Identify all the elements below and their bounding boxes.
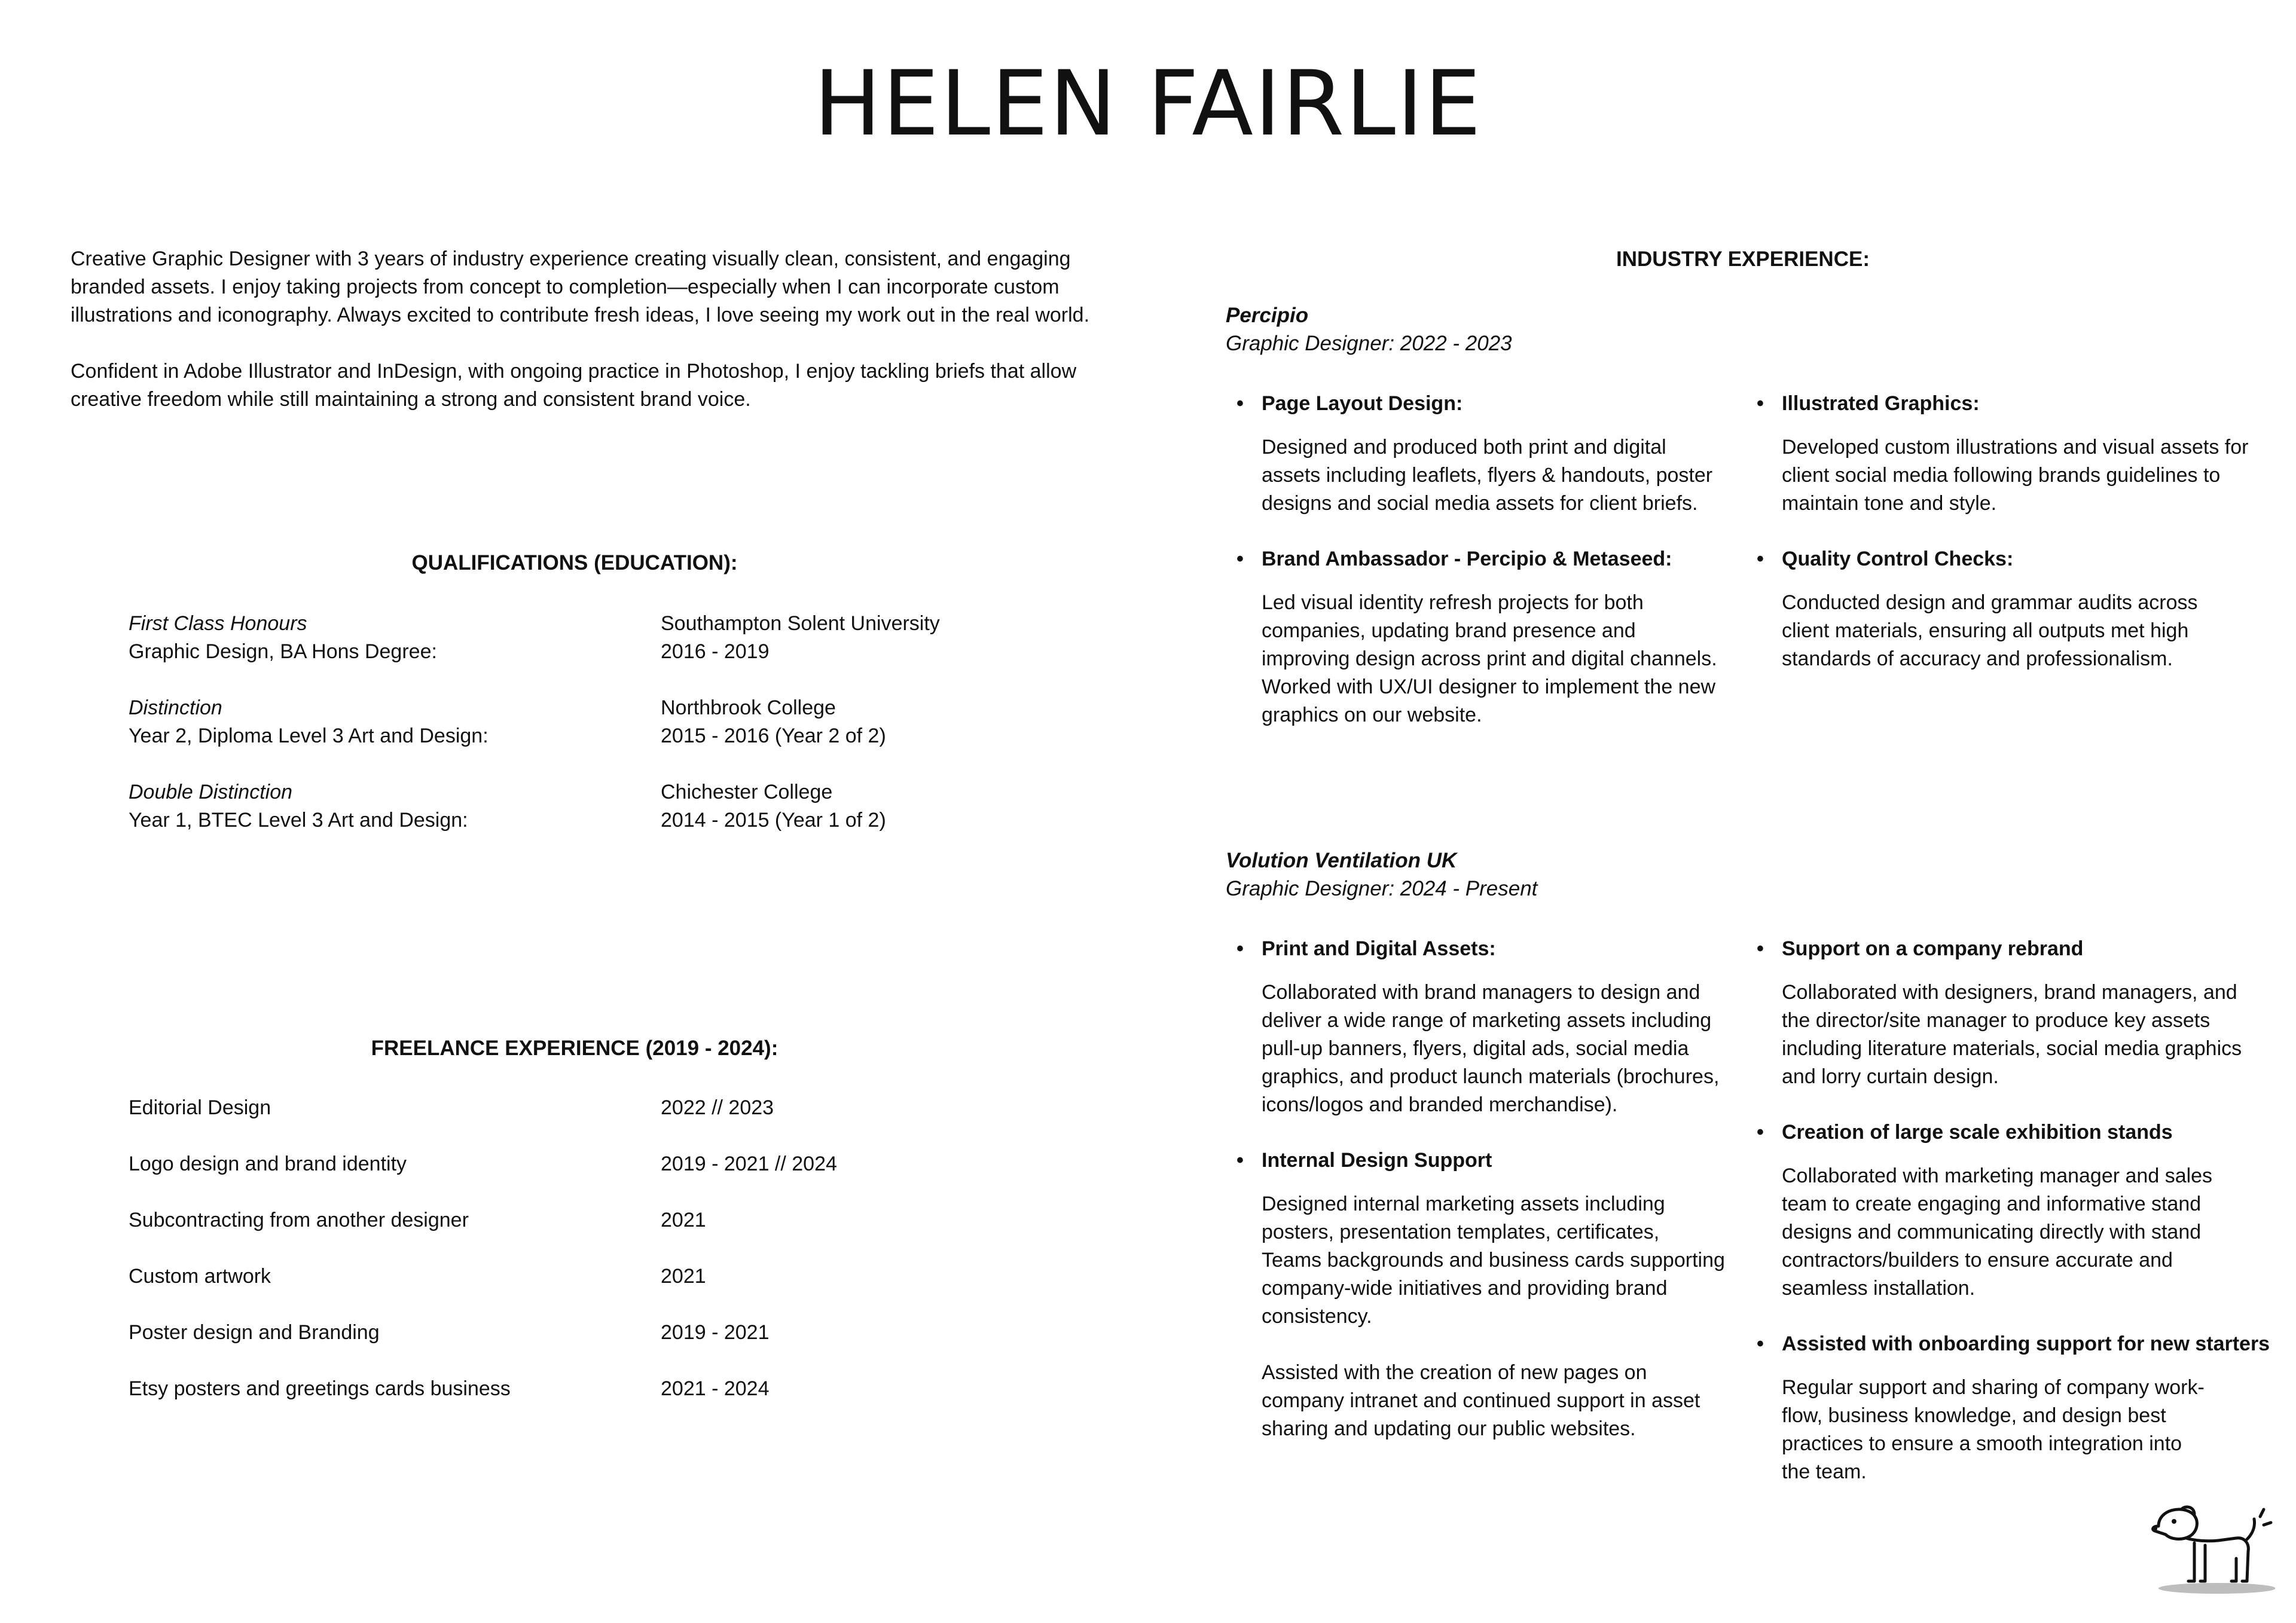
freelance-item-label: Logo design and brand identity	[129, 1153, 407, 1175]
responsibility-body: Developed custom illustrations and visual assets for client social media following brands guidelines to maintain tone and style.	[1782, 436, 2249, 515]
qualification-item	[129, 778, 661, 835]
responsibility-item	[1752, 935, 2272, 1091]
qualification-award: First Class Honours	[129, 612, 307, 635]
qualifications-list	[129, 610, 1043, 835]
intro-section	[71, 245, 1123, 414]
responsibility-title: Page Layout Design:	[1262, 392, 1463, 415]
responsibility-item	[1752, 1330, 2272, 1486]
responsibility-title: Illustrated Graphics:	[1782, 392, 1980, 415]
dog-illustration-icon	[2147, 1491, 2275, 1596]
job-role: Graphic Designer: 2022 - 2023	[1226, 332, 1512, 355]
responsibility-item	[1232, 390, 1752, 518]
intro-paragraph: Creative Graphic Designer with 3 years of industry experience creating visually clean, consistent, and engaging branded assets. I enjoy taking projects from concept to completion—especially when I can incorporate custom illustrations and iconography. Always excited to contribute fresh ideas, I love seeing my work out in the real world.	[71, 247, 1090, 326]
qualification-school: Chichester College	[661, 781, 833, 803]
bullet-icon: •	[1236, 937, 1244, 960]
intro-paragraph: Confident in Adobe Illustrator and InDesign, with ongoing practice in Photoshop, I enjoy tackling briefs that allow creative freedom while still maintaining a strong and consistent brand voice.	[71, 360, 1077, 411]
bullet-icon: •	[1757, 1332, 1764, 1355]
responsibility-body: Designed and produced both print and digital assets including leaflets, flyers & handouts, poster designs and social media assets for client briefs.	[1262, 436, 1713, 515]
bullet-icon: •	[1757, 1121, 1764, 1144]
freelance-item-label: Etsy posters and greetings cards business	[129, 1377, 511, 1400]
responsibilities-column-left	[1232, 390, 1752, 757]
freelance-item-years: 2019 - 2021	[661, 1321, 770, 1344]
qualification-school: Southampton Solent University	[661, 612, 940, 635]
freelance-item-label: Custom artwork	[129, 1265, 271, 1288]
qualification-award: Distinction	[129, 696, 222, 719]
responsibility-body: Conducted design and grammar audits across client materials, ensuring all outputs met high standards of accuracy and professionalism.	[1782, 591, 2198, 670]
qualification-school: Northbrook College	[661, 696, 836, 719]
responsibility-item	[1752, 1118, 2272, 1303]
responsibilities-column-right	[1752, 935, 2272, 1514]
freelance-item-years: 2021 - 2024	[661, 1377, 770, 1400]
responsibility-item	[1232, 935, 1752, 1119]
bullet-icon: •	[1757, 548, 1764, 570]
responsibility-item	[1232, 545, 1752, 729]
qualification-years: 2016 - 2019	[661, 640, 770, 663]
responsibility-title: Brand Ambassador - Percipio & Metaseed:	[1262, 548, 1672, 570]
job-company: Percipio	[1226, 304, 1309, 327]
responsibility-title: Quality Control Checks:	[1782, 548, 2014, 570]
qualification-course: Year 1, BTEC Level 3 Art and Design:	[129, 809, 468, 832]
responsibility-item	[1232, 1147, 1752, 1443]
name-title: HELEN FAIRLIE	[814, 52, 1482, 156]
responsibilities-column-right	[1752, 390, 2272, 757]
responsibility-body: Collaborated with brand managers to design and deliver a wide range of marketing assets including pull-up banners, flyers, digital ads, social media graphics, and product launch materials (brochures, icons/logos and branded merchandise).	[1262, 981, 1720, 1116]
freelance-list	[129, 1094, 1043, 1403]
qualification-institution	[661, 694, 1043, 750]
responsibility-body: Regular support and sharing of company work- flow, business knowledge, and design best practices to ensure a smooth integration into the team.	[1782, 1376, 2205, 1483]
qualification-years: 2014 - 2015 (Year 1 of 2)	[661, 809, 886, 832]
responsibilities-column-left	[1232, 935, 1752, 1514]
job-responsibilities	[1232, 390, 2272, 757]
bullet-icon: •	[1236, 548, 1244, 570]
qualification-course: Year 2, Diploma Level 3 Art and Design:	[129, 725, 488, 747]
responsibility-body: Collaborated with marketing manager and sales team to create engaging and informative stand designs and communicating directly with stand contractors/builders to ensure accurate and seamless installation.	[1782, 1164, 2213, 1300]
job-header	[1226, 846, 2272, 903]
responsibility-item	[1752, 545, 2272, 673]
bullet-icon: •	[1236, 1149, 1244, 1172]
freelance-item-years: 2021	[661, 1265, 706, 1288]
industry-heading: INDUSTRY EXPERIENCE:	[1616, 247, 1870, 271]
responsibility-item	[1752, 390, 2272, 518]
responsibility-title: Internal Design Support	[1262, 1149, 1492, 1172]
freelance-item-years: 2022 // 2023	[661, 1096, 774, 1119]
responsibility-body: Designed internal marketing assets including posters, presentation templates, certificates, Teams backgrounds and business cards supporting company-wide initiatives and providing brand consistency. Assisted with the creation of new pages on company intranet and continued support in asset sharing and updating our public websites.	[1262, 1193, 1725, 1440]
freelance-item-years: 2021	[661, 1209, 706, 1231]
qualification-course: Graphic Design, BA Hons Degree:	[129, 640, 437, 663]
freelance-heading: FREELANCE EXPERIENCE (2019 - 2024):	[371, 1037, 778, 1060]
qualification-item	[129, 694, 661, 750]
qualifications-heading: QUALIFICATIONS (EDUCATION):	[411, 551, 738, 574]
qualification-award: Double Distinction	[129, 781, 293, 803]
freelance-item-label: Poster design and Branding	[129, 1321, 380, 1344]
freelance-item-years: 2019 - 2021 // 2024	[661, 1153, 837, 1175]
job-company: Volution Ventilation UK	[1226, 849, 1457, 872]
responsibility-title: Assisted with onboarding support for new starters	[1782, 1332, 2270, 1355]
freelance-item-label: Editorial Design	[129, 1096, 271, 1119]
qualification-institution	[661, 610, 1043, 666]
qualification-years: 2015 - 2016 (Year 2 of 2)	[661, 725, 886, 747]
job-header	[1226, 301, 2272, 357]
job-role: Graphic Designer: 2024 - Present	[1226, 877, 1538, 900]
qualification-institution	[661, 778, 1043, 835]
responsibility-body: Collaborated with designers, brand managers, and the director/site manager to produce key assets including literature materials, social media graphics and lorry curtain design.	[1782, 981, 2242, 1088]
job-responsibilities	[1232, 935, 2272, 1514]
qualification-item	[129, 610, 661, 666]
bullet-icon: •	[1236, 392, 1244, 415]
responsibility-body: Led visual identity refresh projects for both companies, updating brand presence and improving design across print and digital channels. Worked with UX/UI designer to implement the new graphics on our website.	[1262, 591, 1717, 726]
responsibility-title: Print and Digital Assets:	[1262, 937, 1496, 960]
responsibility-title: Support on a company rebrand	[1782, 937, 2084, 960]
bullet-icon: •	[1757, 392, 1764, 415]
bullet-icon: •	[1757, 937, 1764, 960]
responsibility-title: Creation of large scale exhibition stands	[1782, 1121, 2173, 1144]
freelance-item-label: Subcontracting from another designer	[129, 1209, 469, 1231]
